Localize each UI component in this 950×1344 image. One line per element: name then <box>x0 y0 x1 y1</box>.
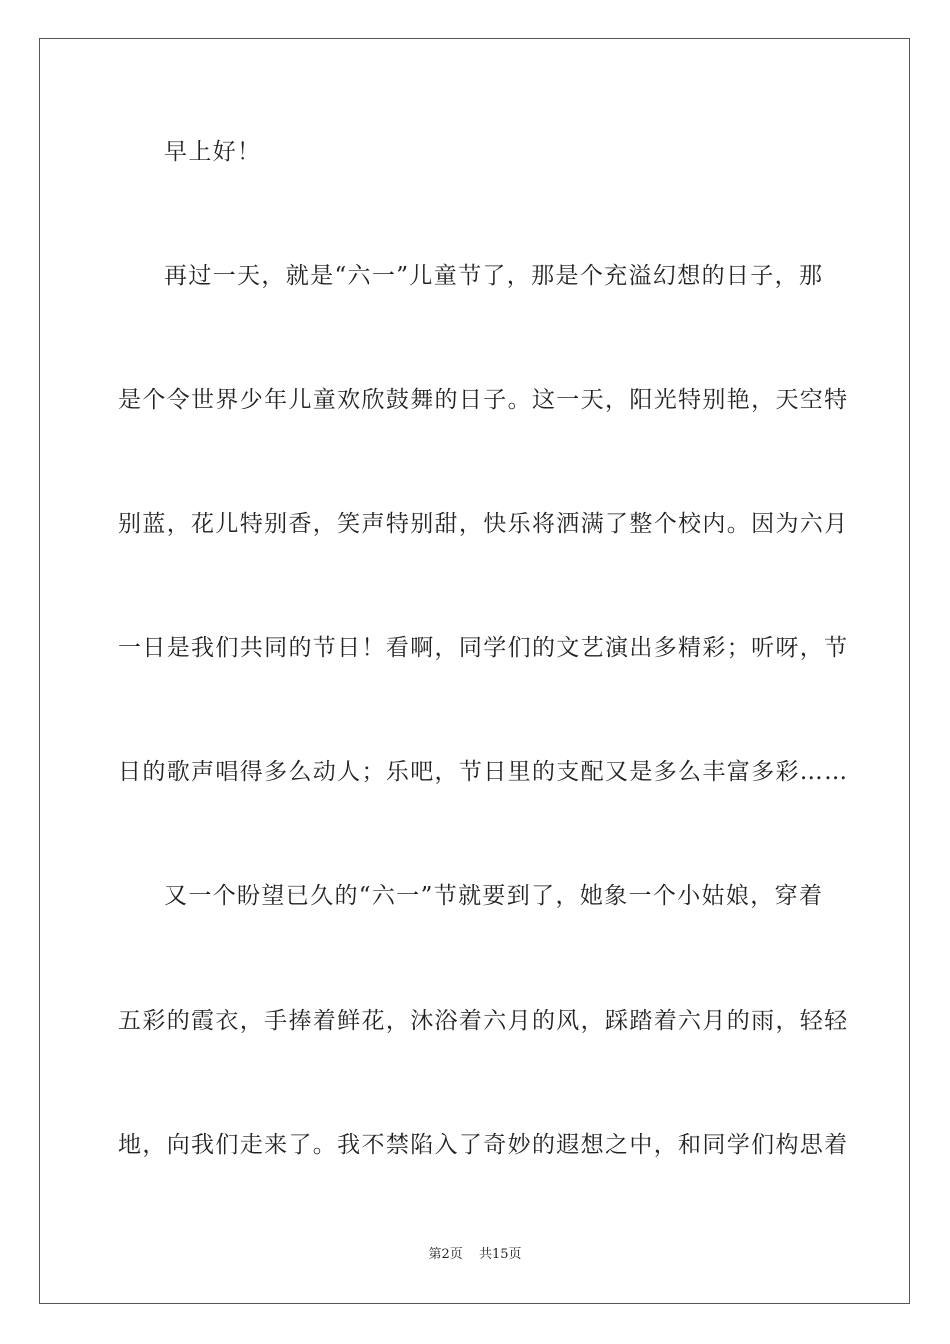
page-frame <box>39 38 910 1304</box>
paragraph-1-line-3: 别蓝，花儿特别香，笑声特别甜，快乐将洒满了整个校内。因为六月 <box>118 511 849 537</box>
page-total: 共15页 <box>478 1247 522 1262</box>
page-footer <box>0 1246 950 1264</box>
paragraph-2-line-3: 地，向我们走来了。我不禁陷入了奇妙的遐想之中，和同学们构思着 <box>118 1132 849 1158</box>
paragraph-1-line-4: 一日是我们共同的节日！看啊，同学们的文艺演出多精彩；听呀，节 <box>118 635 849 661</box>
paragraph-2-line-2: 五彩的霞衣，手捧着鲜花，沐浴着六月的风，踩踏着六月的雨，轻轻 <box>118 1008 849 1034</box>
greeting-line: 早上好！ <box>164 139 262 165</box>
paragraph-1-line-1: 再过一天，就是“六一”儿童节了，那是个充溢幻想的日子，那 <box>164 263 824 289</box>
paragraph-1-line-2: 是个令世界少年儿童欢欣鼓舞的日子。这一天，阳光特别艳，天空特 <box>118 387 849 413</box>
page-number: 第2页 <box>428 1247 463 1262</box>
paragraph-2-line-1: 又一个盼望已久的“六一”节就要到了，她象一个小姑娘，穿着 <box>164 883 824 909</box>
paragraph-1-line-5: 日的歌声唱得多么动人；乐吧，节日里的支配又是多么丰富多彩…… <box>118 759 849 785</box>
